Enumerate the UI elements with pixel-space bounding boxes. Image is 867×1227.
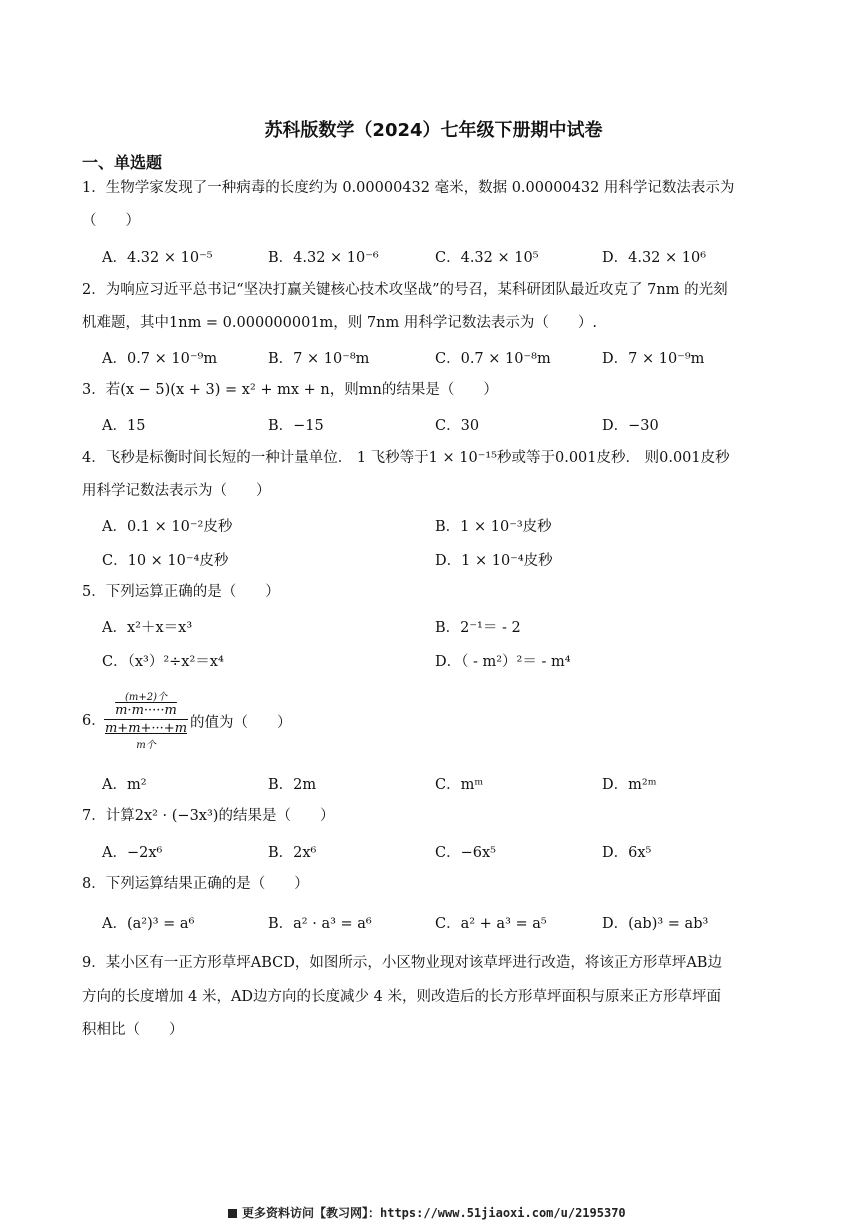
footer-link[interactable] [228,1204,626,1221]
question-2-option-c: C．0.7 × 10⁻⁸m [435,351,551,367]
question-7-option-a: A．−2x⁶ [102,845,163,861]
question-6-text: 的值为（ ） [190,715,292,731]
question-6-number: 6． [82,713,106,729]
page-title: 苏科版数学（2024）七年级下册期中试卷 [264,120,603,141]
question-8-option-b: B．a² · a³ = a⁶ [268,916,372,932]
question-2-option-b: B．7 × 10⁻⁸m [268,351,370,367]
fraction-denominator: m+m+···+m [104,721,188,736]
fraction-top-label: (m+2)个 [124,692,168,703]
question-7-text: 7．计算2x² · (−3x³)的结果是（ ） [82,808,335,824]
question-2-option-a: A．0.7 × 10⁻⁹m [102,351,218,367]
question-4-option-b: B．1 × 10⁻³皮秒 [435,519,552,535]
question-5-option-a: A．x²＋x＝x³ [102,620,193,636]
section-heading: 一、单选题 [82,153,163,172]
question-6-option-c: C．mᵐ [435,777,484,793]
question-3-option-d: D．−30 [602,418,659,434]
question-7-option-c: C．−6x⁵ [435,845,496,861]
question-5-option-b: B．2⁻¹＝ - 2 [435,620,521,636]
question-6-option-d: D．m²ᵐ [602,777,657,793]
question-1-text: 1．生物学家发现了一种病毒的长度约为 0.00000432 毫米，数据 0.00000432 用科学记数法表示为 [82,180,735,196]
question-8-option-c: C．a² + a³ = a⁵ [435,916,547,932]
question-1-paren: （ ） [82,213,140,229]
fraction-bar [104,719,188,720]
question-3-option-a: A．15 [102,418,146,434]
question-5-option-c: C．（x³）²÷x²＝x⁴ [102,654,224,670]
question-3-text: 3．若(x − 5)(x + 3) = x² + mx + n，则mn的结果是（ ） [82,382,498,398]
question-7-option-d: D．6x⁵ [602,845,652,861]
question-9-text-end: 积相比（ ） [82,1022,184,1038]
question-9-text: 9．某小区有一正方形草坪ABCD，如图所示，小区物业现对该草坪进行改造，将该正方形草坪AB边 [82,955,722,971]
question-5-text: 5．下列运算正确的是（ ） [82,584,280,600]
question-2-text: 2．为响应习近平总书记“坚决打赢关键核心技术攻坚战”的号召，某科研团队最近攻克了 7nm 的光刻 [82,282,728,298]
fraction-numerator: m·m·····m [115,703,177,718]
question-4-option-d: D．1 × 10⁻⁴皮秒 [435,553,553,569]
question-8-option-a: A．(a²)³ = a⁶ [102,916,195,932]
question-3-option-c: C．30 [435,418,480,434]
question-8-text: 8．下列运算结果正确的是（ ） [82,876,309,892]
footer-text: 更多资料访问【教习网】：https://www.51jiaoxi.com/u/2195370 [242,1206,626,1220]
question-4-option-a: A．0.1 × 10⁻²皮秒 [102,519,233,535]
question-1-option-b: B．4.32 × 10⁻⁶ [268,250,379,266]
question-2-option-d: D．7 × 10⁻⁹m [602,351,705,367]
question-6-option-a: A．m² [102,777,147,793]
question-4-text-cont: 用科学记数法表示为（ ） [82,483,271,499]
question-1-option-c: C．4.32 × 10⁵ [435,250,539,266]
flag-icon [228,1209,237,1218]
question-5-option-d: D．（ - m²）²＝ - m⁴ [435,654,571,670]
fraction-bottom-label: m个 [136,740,156,751]
question-1-option-a: A．4.32 × 10⁻⁵ [102,250,213,266]
question-6-option-b: B．2m [268,777,317,793]
question-7-option-b: B．2x⁶ [268,845,317,861]
question-8-option-d: D．(ab)³ = ab³ [602,916,709,932]
question-6-fraction [100,688,192,751]
question-2-text-cont: 机难题，其中1nm = 0.000000001m，则 7nm 用科学记数法表示为（ ）. [82,315,597,331]
question-4-option-c: C．10 × 10⁻⁴皮秒 [102,553,229,569]
question-9-text-cont: 方向的长度增加 4 米，AD边方向的长度减少 4 米，则改造后的长方形草坪面积与原来正方形草坪面 [82,989,721,1005]
question-3-option-b: B．−15 [268,418,324,434]
question-4-text: 4．飞秒是标衡时间长短的一种计量单位． 1 飞秒等于1 × 10⁻¹⁵秒或等于0.001皮秒． 则0.001皮秒 [82,450,730,466]
question-1-option-d: D．4.32 × 10⁶ [602,250,707,266]
